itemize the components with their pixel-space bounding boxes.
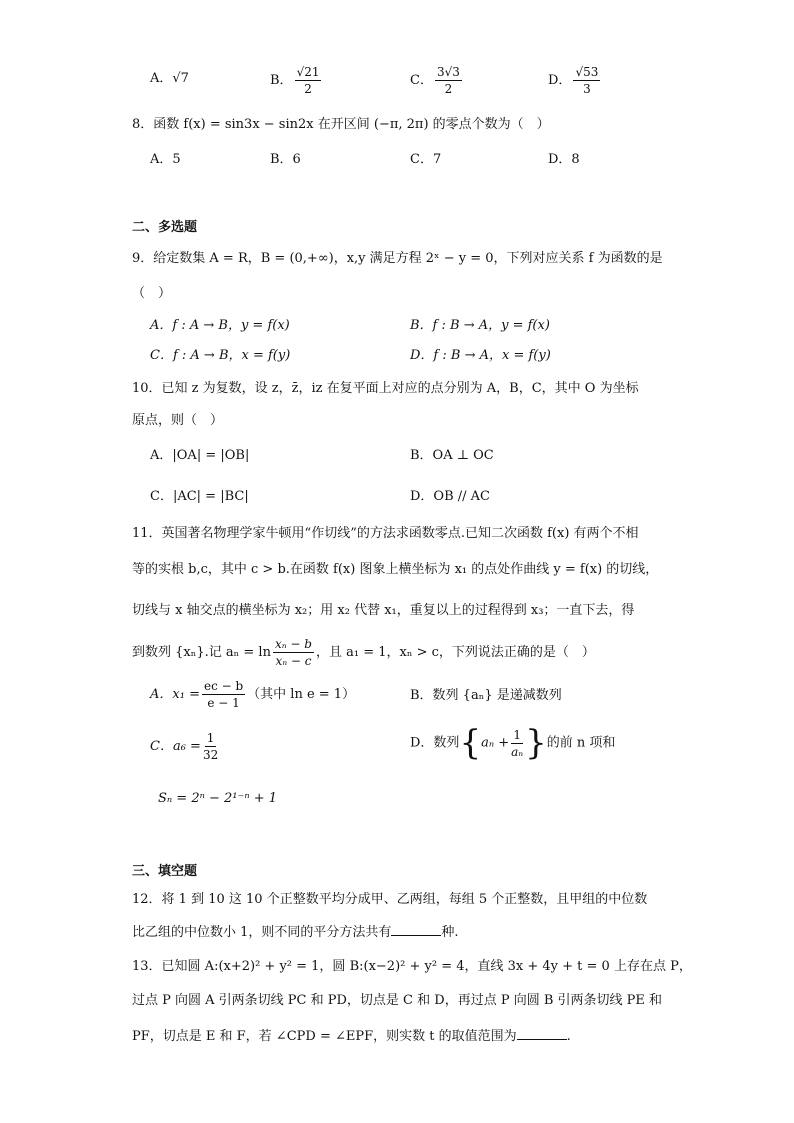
- text-segment: 比乙组的中位数小 1，则不同的平分方法共有: [132, 925, 392, 940]
- numerator: ec − b: [203, 679, 244, 693]
- q9-option-b: B．f : B → A，y = f(x): [410, 318, 550, 333]
- option-value: √7: [172, 71, 189, 86]
- q12-stem-line1: 12．将 1 到 10 这 10 个正整数平均分成甲、乙两组，每组 5 个正整数，且甲组的中位数: [132, 892, 648, 907]
- q7-option-a: [150, 72, 189, 85]
- text-segment: 到数列 {xₙ}.记 aₙ = ln: [132, 645, 271, 660]
- fraction: [573, 66, 600, 95]
- denominator: e − 1: [207, 696, 240, 710]
- text-segment: C．a₆ =: [150, 739, 201, 754]
- numerator: 3√3: [436, 65, 460, 79]
- q11-option-d-sum: Sₙ = 2ⁿ − 2¹⁻ⁿ + 1: [158, 791, 278, 806]
- q11-stem-line4: [132, 638, 595, 667]
- fraction: [435, 66, 462, 95]
- q11-stem-line2: 等的实根 b,c，其中 c > b.在函数 f(x) 图象上横坐标为 x₁ 的点处作曲线 y = f(x) 的切线，: [132, 562, 659, 577]
- q8-option-a: A．5: [150, 152, 181, 167]
- fraction: [511, 729, 523, 758]
- numerator: √53: [575, 65, 599, 79]
- q11-option-d: [410, 723, 616, 763]
- numerator: xₙ − b: [274, 637, 312, 651]
- section-heading-multiple-choice: 二、多选题: [132, 220, 198, 235]
- numerator: 1: [206, 731, 215, 745]
- text-segment: .: [566, 1029, 571, 1044]
- q11-stem-line1: 11．英国著名物理学家牛顿用“作切线”的方法求函数零点.已知二次函数 f(x) 有两个不相: [132, 526, 639, 541]
- text-segment: ，且 a₁ = 1，xₙ > c，下列说法正确的是（ ）: [315, 645, 595, 660]
- denominator: aₙ: [511, 744, 524, 759]
- text-segment: PF，切点是 E 和 F，若 ∠CPD = ∠EPF，则实数 t 的取值范围为: [132, 1029, 517, 1044]
- q11-option-c: [150, 732, 220, 761]
- denominator: 32: [202, 748, 219, 762]
- text-segment: （其中 ln e = 1）: [247, 687, 356, 702]
- section-heading-fill-in-blank: 三、填空题: [132, 864, 198, 879]
- q8-stem: 8．函数 f(x) = sin3x − sin2x 在开区间 (−π, 2π) 的零点个数为（ ）: [132, 117, 550, 132]
- q11-option-a: [150, 680, 355, 709]
- q9-option-d: D．f : B → A，x = f(y): [410, 348, 551, 363]
- denominator: 3: [583, 82, 591, 96]
- text-segment: 种.: [441, 925, 459, 940]
- option-label: C．: [410, 73, 433, 88]
- q10-option-d: D．OB // AC: [410, 489, 490, 504]
- q10-option-b: B．OA ⊥ OC: [410, 448, 494, 463]
- fraction: [295, 66, 322, 95]
- q9-stem-line2: （ ）: [132, 286, 172, 301]
- text-segment: A．x₁ =: [150, 687, 200, 702]
- q8-option-b: B．6: [270, 152, 301, 167]
- option-label: D．: [548, 73, 572, 88]
- q9-option-c: C．f : A → B，x = f(y): [150, 348, 291, 363]
- q13-stem-line3: [132, 1027, 571, 1043]
- numerator: √21: [296, 65, 320, 79]
- q11-option-b: B．数列 {aₙ} 是递减数列: [410, 688, 562, 703]
- q13-stem-line2: 过点 P 向圆 A 引两条切线 PC 和 PD，切点是 C 和 D，再过点 P 向圆 B 引两条切线 PE 和: [132, 993, 663, 1008]
- q7-option-b: [270, 66, 323, 95]
- q7-option-c: [410, 66, 464, 95]
- left-brace-icon: {: [459, 723, 482, 763]
- q11-stem-line3: 切线与 x 轴交点的横坐标为 x₂；用 x₂ 代替 x₁，重复以上的过程得到 x₃；一直下去，得: [132, 603, 635, 618]
- q10-stem-line1: 10．已知 z 为复数，设 z，z̄，iz 在复平面上对应的点分别为 A，B，C，其中 O 为坐标: [132, 381, 639, 396]
- q10-option-c: C．|AC| = |BC|: [150, 489, 249, 504]
- right-brace-icon: }: [525, 723, 547, 763]
- text-segment: D．数列: [410, 735, 460, 751]
- q9-option-a: A．f : A → B，y = f(x): [150, 318, 290, 333]
- answer-blank: [391, 923, 441, 936]
- text-segment: 的前 n 项和: [546, 735, 616, 751]
- denominator: 2: [444, 82, 453, 96]
- text-segment: aₙ +: [481, 735, 510, 751]
- q10-option-a: A．|OA| = |OB|: [150, 448, 250, 463]
- numerator: 1: [513, 727, 521, 742]
- q12-stem-line2: [132, 923, 459, 939]
- fraction: [273, 638, 314, 667]
- denominator: xₙ − c: [275, 654, 312, 668]
- q13-stem-line1: 13．已知圆 A:(x+2)² + y² = 1，圆 B:(x−2)² + y² = 4，直线 3x + 4y + t = 0 上存在点 P，: [132, 959, 692, 974]
- q8-option-c: C．7: [410, 152, 442, 167]
- fraction: [202, 680, 245, 709]
- fraction: [203, 732, 218, 761]
- q9-stem-line1: 9．给定数集 A = R，B = (0,+∞)，x,y 满足方程 2ˣ − y = 0，下列对应关系 f 为函数的是: [132, 251, 663, 266]
- option-label: B．: [270, 73, 293, 88]
- denominator: 2: [304, 82, 312, 96]
- answer-blank: [517, 1027, 567, 1040]
- q7-option-d: [548, 66, 602, 95]
- option-label: A．: [150, 71, 173, 86]
- q8-option-d: D．8: [548, 152, 580, 167]
- q10-stem-line2: 原点，则（ ）: [132, 413, 224, 428]
